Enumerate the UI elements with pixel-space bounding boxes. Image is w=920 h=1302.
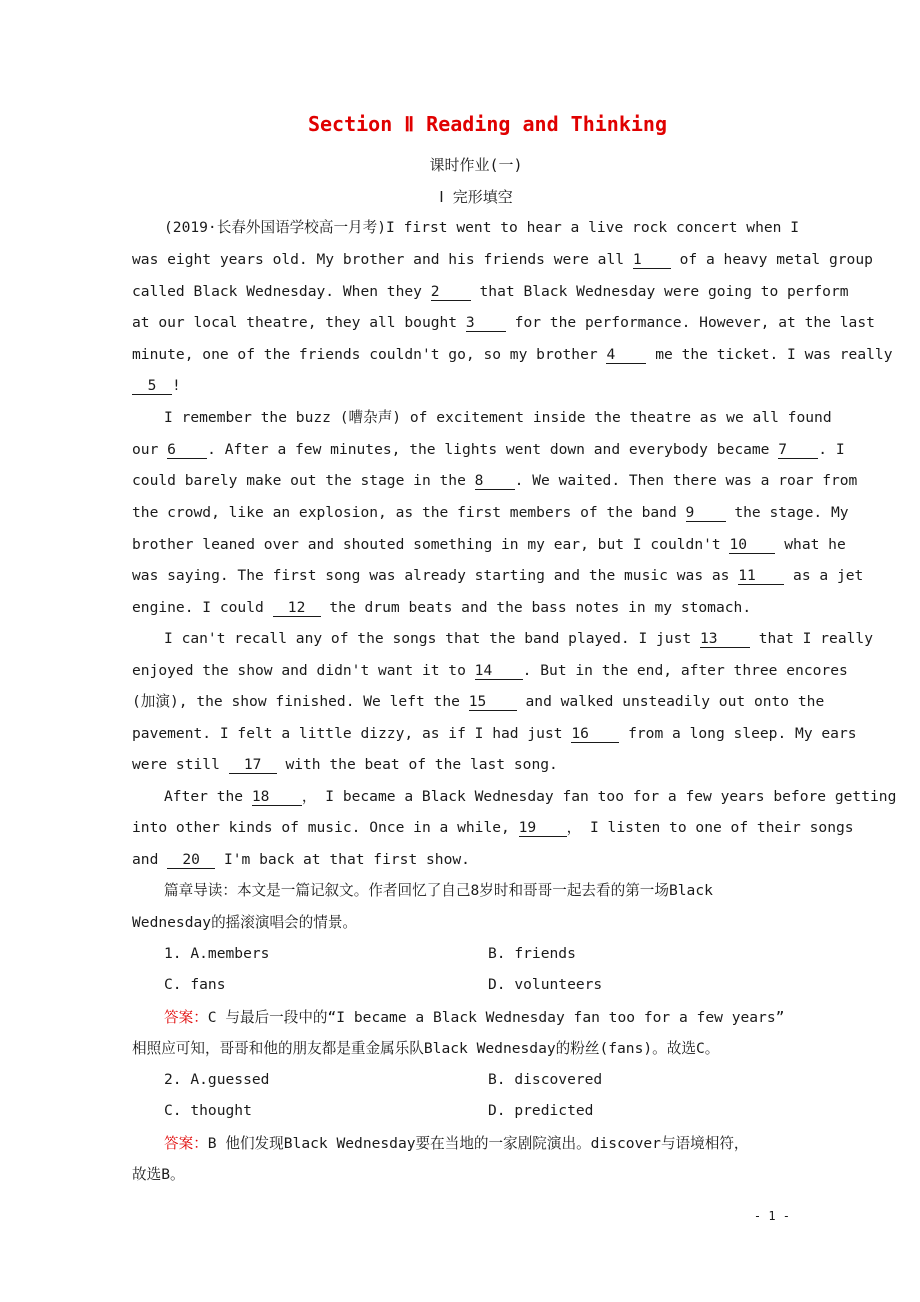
homework-label: 课时作业(一) xyxy=(429,156,523,174)
q1-option-a: 1. A.members xyxy=(164,945,270,962)
blank-2: 2 xyxy=(431,284,471,301)
passage-line: into other kinds of music. Once in a while, 19 ， I listen to one of their songs xyxy=(132,819,854,836)
blank-16: 16 xyxy=(571,726,619,743)
passage-line: the crowd, like an explosion, as the first members of the band 9 the stage. My xyxy=(132,504,849,521)
q1-option-b: B. friends xyxy=(488,945,576,962)
blank-14: 14 xyxy=(475,663,523,680)
blank-1: 1 xyxy=(633,252,671,269)
blank-9: 9 xyxy=(686,505,726,522)
passage-line: engine. I could 12 the drum beats and the bass notes in my stomach. xyxy=(132,599,752,616)
q1-answer xyxy=(164,1008,824,1028)
blank-7: 7 xyxy=(778,442,818,459)
blank-19: 19 xyxy=(519,820,567,837)
answer-text: B 他们发现Black Wednesday要在当地的一家剧院演出。discover与语境相符， xyxy=(207,1135,749,1152)
passage-line: were still 17 with the beat of the last song. xyxy=(132,756,558,773)
answer-text: C 与最后一段中的“I became a Black Wednesday fan too for a few years” xyxy=(207,1009,785,1026)
passage-line: After the 18 ， I became a Black Wednesday fan too for a few years before getting xyxy=(164,788,897,805)
passage-line: pavement. I felt a little dizzy, as if I had just 16 from a long sleep. My ears xyxy=(132,725,857,742)
passage-line: I can't recall any of the songs that the band played. I just 13 that I really xyxy=(164,630,873,647)
passage-line: (2019·长春外国语学校高一月考)I first went to hear a live rock concert when I xyxy=(164,219,799,236)
answer-label: 答案： xyxy=(164,1009,208,1026)
passage-line: I remember the buzz (嘈杂声) of excitement inside the theatre as we all found xyxy=(164,409,832,426)
passage-line: called Black Wednesday. When they 2 that Black Wednesday were going to perform xyxy=(132,283,849,300)
passage-source: (2019·长春外国语学校高一月考) xyxy=(164,219,387,236)
part-heading: Ⅰ 完形填空 xyxy=(439,188,513,206)
passage-line: minute, one of the friends couldn't go, so my brother 4 me the ticket. I was really xyxy=(132,346,893,363)
passage-line: 5 ! xyxy=(132,376,792,396)
passage-line: (加演), the show finished. We left the 15 and walked unsteadily out onto the xyxy=(132,693,825,710)
blank-12: 12 xyxy=(273,600,321,617)
chapter-guide: 篇章导读：本文是一篇记叙文。作者回忆了自己8岁时和哥哥一起去看的第一场Black xyxy=(164,882,713,899)
q1-option-d: D. volunteers xyxy=(488,976,603,993)
q2-option-c: C. thought xyxy=(164,1102,252,1119)
blank-20: 20 xyxy=(167,852,215,869)
q2-option-a: 2. A.guessed xyxy=(164,1071,270,1088)
blank-17: 17 xyxy=(229,757,277,774)
passage-line: was saying. The first song was already starting and the music was as 11 as a jet xyxy=(132,567,864,584)
blank-6: 6 xyxy=(167,442,207,459)
passage-line: could barely make out the stage in the 8 . We waited. Then there was a roar from xyxy=(132,472,858,489)
passage-line: brother leaned over and shouted something in my ear, but I couldn't 10 what he xyxy=(132,536,846,553)
passage-line: and 20 I'm back at that first show. xyxy=(132,851,470,868)
q2-answer-cont: 故选B。 xyxy=(132,1166,185,1183)
page-number: - 1 - xyxy=(753,1209,790,1223)
blank-8: 8 xyxy=(475,473,515,490)
q2-answer xyxy=(164,1134,824,1154)
blank-4: 4 xyxy=(606,347,646,364)
q1-answer-cont: 相照应可知，哥哥和他的朋友都是重金属乐队Black Wednesday的粉丝(fans)。故选C。 xyxy=(132,1040,720,1057)
chapter-guide-cont: Wednesday的摇滚演唱会的情景。 xyxy=(132,914,358,931)
answer-label: 答案： xyxy=(164,1135,208,1152)
passage-line: at our local theatre, they all bought 3 for the performance. However, at the last xyxy=(132,314,875,331)
q2-option-b: B. discovered xyxy=(488,1071,603,1088)
passage-line: our 6 . After a few minutes, the lights went down and everybody became 7 . I xyxy=(132,441,845,458)
blank-18: 18 xyxy=(252,789,302,806)
section-title: Section Ⅱ Reading and Thinking xyxy=(307,112,668,136)
q2-option-d: D. predicted xyxy=(488,1102,594,1119)
blank-3: 3 xyxy=(466,315,506,332)
passage-line: enjoyed the show and didn't want it to 14 . But in the end, after three encores xyxy=(132,662,848,679)
blank-11: 11 xyxy=(738,568,784,585)
blank-10: 10 xyxy=(729,537,775,554)
blank-5: 5 xyxy=(132,378,172,395)
blank-15: 15 xyxy=(469,694,517,711)
q1-option-c: C. fans xyxy=(164,976,226,993)
blank-13: 13 xyxy=(700,631,750,648)
passage-line: was eight years old. My brother and his friends were all 1 of a heavy metal group xyxy=(132,251,873,268)
